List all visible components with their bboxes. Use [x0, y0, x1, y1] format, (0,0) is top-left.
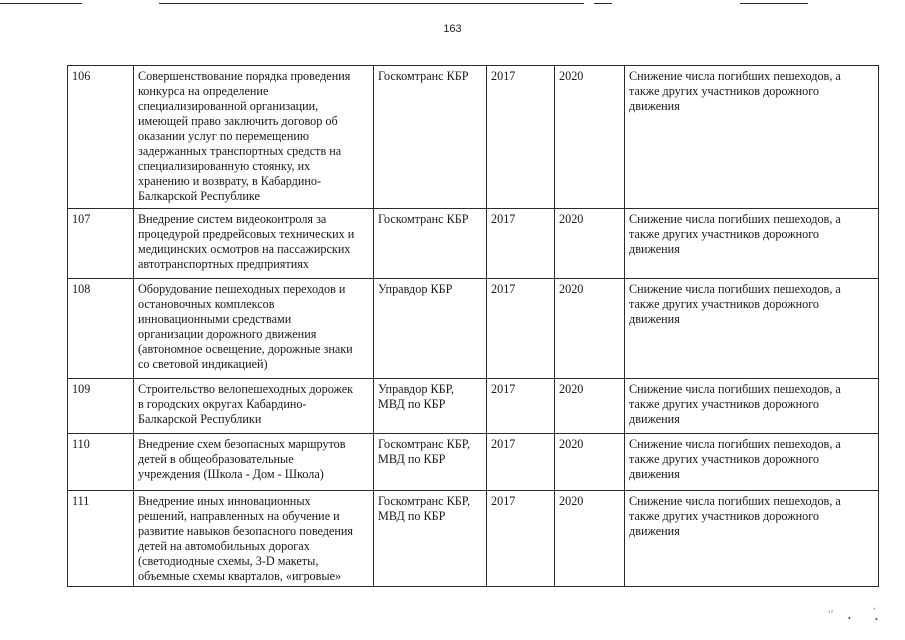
top-rule-short — [594, 3, 612, 4]
start-year: 2017 — [487, 209, 555, 279]
scan-speck: ‘ — [873, 606, 876, 615]
top-rule-center — [159, 3, 584, 4]
table-row — [68, 491, 879, 587]
row-number: 110 — [68, 434, 134, 491]
row-number: 108 — [68, 279, 134, 379]
expected-result: Снижение числа погибших пешеходов, а также других участников дорожного движения — [625, 209, 879, 279]
end-year: 2020 — [555, 209, 625, 279]
start-year: 2017 — [487, 66, 555, 209]
top-rule-left — [0, 3, 82, 4]
measures-table — [67, 65, 879, 587]
executor: Госкомтранс КБР — [374, 66, 487, 209]
scan-speck: ‘’ — [828, 609, 834, 618]
end-year: 2020 — [555, 379, 625, 434]
row-number: 109 — [68, 379, 134, 434]
table-row — [68, 379, 879, 434]
expected-result: Снижение числа погибших пешеходов, а также других участников дорожного движения — [625, 491, 879, 587]
end-year: 2020 — [555, 279, 625, 379]
expected-result: Снижение числа погибших пешеходов, а также других участников дорожного движения — [625, 379, 879, 434]
table-row — [68, 209, 879, 279]
expected-result: Снижение числа погибших пешеходов, а также других участников дорожного движения — [625, 66, 879, 209]
table-row — [68, 66, 879, 209]
top-rule-right — [740, 3, 808, 4]
start-year: 2017 — [487, 491, 555, 587]
measure-description: Оборудование пешеходных переходов и остановочных комплексов инновационными средствами организации дорожного движения (автономное освещение, дорожные знаки со световой индикацией) — [134, 279, 374, 379]
end-year: 2020 — [555, 491, 625, 587]
scan-speck: • — [875, 615, 878, 624]
start-year: 2017 — [487, 434, 555, 491]
end-year: 2020 — [555, 66, 625, 209]
expected-result: Снижение числа погибших пешеходов, а также других участников дорожного движения — [625, 279, 879, 379]
executor: Госкомтранс КБР — [374, 209, 487, 279]
executor: Госкомтранс КБР, МВД по КБР — [374, 491, 487, 587]
start-year: 2017 — [487, 379, 555, 434]
measure-description: Внедрение схем безопасных маршрутов детей в общеобразовательные учреждения (Школа - Дом - Школа) — [134, 434, 374, 491]
executor: Управдор КБР, МВД по КБР — [374, 379, 487, 434]
measure-description: Внедрение иных инновационных решений, направленных на обучение и развитие навыков безопасного поведения детей на автомобильных дорогах (светодиодные схемы, 3-D макеты, объемные схемы кварталов, «игровые» — [134, 491, 374, 587]
row-number: 111 — [68, 491, 134, 587]
measure-description: Внедрение систем видеоконтроля за процедурой предрейсовых технических и медицинских осмотров на пассажирских автотранспортных предприятиях — [134, 209, 374, 279]
table-row — [68, 279, 879, 379]
row-number: 106 — [68, 66, 134, 209]
measure-description: Совершенствование порядка проведения конкурса на определение специализированной организации, имеющей право заключить договор об оказании услуг по перемещению задержанных транспортных средств на специализированную стоянку, их хранению и возврату, в Кабардино- Балкарской Республике — [134, 66, 374, 209]
measure-description: Строительство велопешеходных дорожек в городских округах Кабардино- Балкарской Республики — [134, 379, 374, 434]
table-row — [68, 434, 879, 491]
expected-result: Снижение числа погибших пешеходов, а также других участников дорожного движения — [625, 434, 879, 491]
start-year: 2017 — [487, 279, 555, 379]
scan-speck: • — [848, 614, 851, 623]
executor: Управдор КБР — [374, 279, 487, 379]
page-number: 163 — [443, 23, 462, 35]
row-number: 107 — [68, 209, 134, 279]
end-year: 2020 — [555, 434, 625, 491]
executor: Госкомтранс КБР, МВД по КБР — [374, 434, 487, 491]
